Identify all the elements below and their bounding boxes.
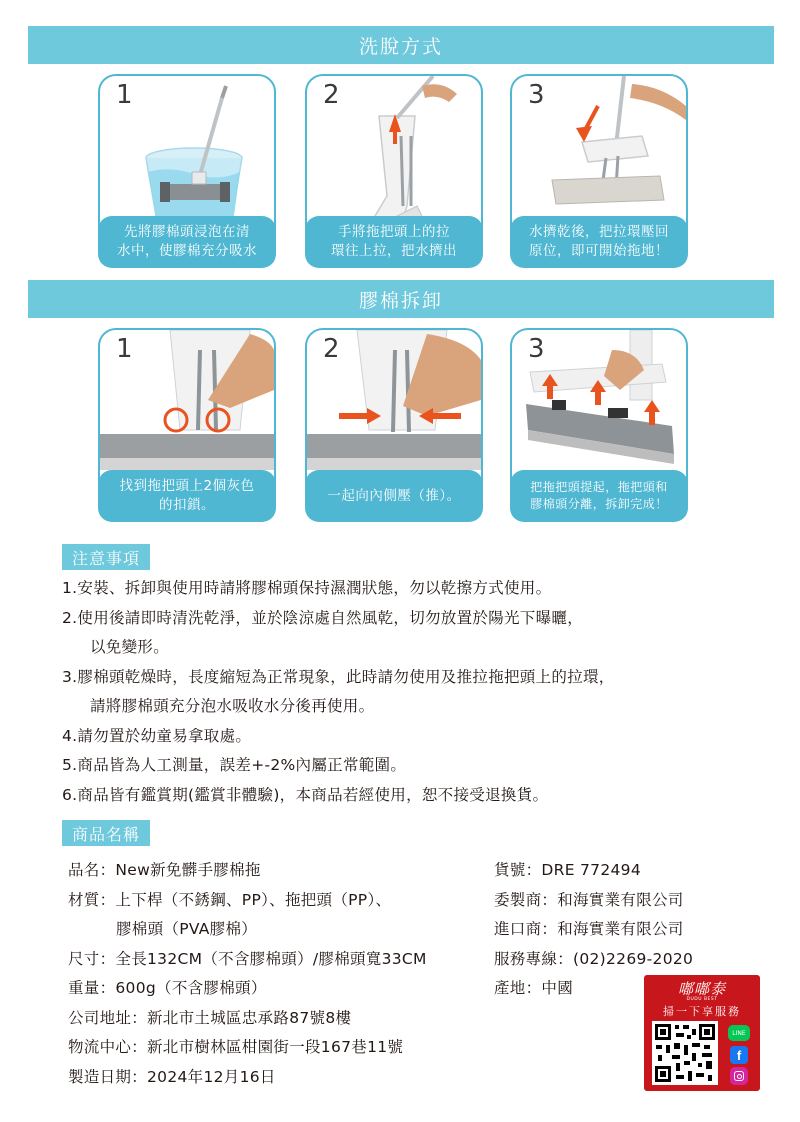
step-number: 3 bbox=[528, 80, 545, 110]
brand-logo-sub: DUDU BEST bbox=[686, 997, 718, 1002]
remove-step-2-caption bbox=[305, 470, 483, 522]
note-item: 5.商品皆為人工測量，誤差+-2%內屬正常範圍。 bbox=[62, 756, 407, 774]
caption-line: 的扣鎖。 bbox=[159, 497, 215, 513]
service-qr-box bbox=[644, 975, 760, 1091]
caption-line: 原位，即可開始拖地！ bbox=[529, 243, 669, 259]
step-number: 1 bbox=[116, 334, 133, 364]
spec-company-address: 公司地址：新北市土城區忠承路87號8樓 bbox=[68, 1008, 352, 1027]
wash-section-title: 洗脫方式 bbox=[28, 26, 774, 64]
caption-line: 一起向內側壓（推）。 bbox=[327, 487, 461, 504]
spec-item-number: 貨號：DRE 772494 bbox=[494, 861, 641, 879]
qr-code[interactable] bbox=[652, 1021, 718, 1085]
spec-name: 品名：New新免髒手膠棉拖 bbox=[68, 861, 261, 879]
spec-size: 尺寸：全長132CM（不含膠棉頭）/膠棉頭寬33CM bbox=[68, 949, 427, 968]
spec-material-continued: 膠棉頭（PVA膠棉） bbox=[116, 920, 258, 938]
product-label: 商品名稱 bbox=[62, 820, 150, 846]
wash-step-2-caption bbox=[305, 216, 483, 268]
note-item: 2.使用後請即時清洗乾淨，並於陰涼處自然風乾，切勿放置於陽光下曝曬， bbox=[62, 608, 583, 627]
scan-label: 掃一下享服務 bbox=[663, 1005, 741, 1018]
spec-origin: 產地：中國 bbox=[494, 979, 574, 997]
caption-line: 把拖把頭提起，拖把頭和 bbox=[530, 480, 668, 494]
brand-logo: 嘟嘟泰 bbox=[677, 980, 726, 998]
spec-service-hotline: 服務專線：(02)2269-2020 bbox=[494, 949, 694, 968]
remove-section-title: 膠棉拆卸 bbox=[28, 280, 774, 318]
note-item: 4.請勿置於幼童易拿取處。 bbox=[62, 726, 252, 745]
spec-logistics-center: 物流中心：新北市樹林區柑園街一段167巷11號 bbox=[68, 1038, 404, 1056]
caption-line: 找到拖把頭上2個灰色 bbox=[119, 478, 255, 494]
spec-material: 材質：上下桿（不銹鋼、PP）、拖把頭（PP）、 bbox=[68, 890, 392, 909]
spec-manufacture-date: 製造日期：2024年12月16日 bbox=[68, 1067, 276, 1086]
note-item: 1.安裝、拆卸與使用時請將膠棉頭保持濕潤狀態，勿以乾擦方式使用。 bbox=[62, 579, 552, 597]
product-specs-left bbox=[68, 856, 427, 1092]
notes-label: 注意事項 bbox=[62, 544, 150, 570]
caption-line: 環往上拉，把水擠出 bbox=[331, 243, 457, 259]
spec-commissioned-by: 委製商：和海實業有限公司 bbox=[494, 890, 684, 909]
spec-weight: 重量：600g（不含膠棉頭） bbox=[68, 979, 267, 997]
wash-step-1-caption bbox=[98, 216, 276, 268]
wash-step-3-caption bbox=[510, 216, 688, 268]
caption-line: 水擠乾後，把拉環壓回 bbox=[529, 224, 669, 240]
remove-step-1-caption bbox=[98, 470, 276, 522]
note-item-continued: 以免變形。 bbox=[90, 638, 170, 656]
step-number: 2 bbox=[323, 334, 340, 364]
caption-line: 水中，使膠棉充分吸水 bbox=[117, 243, 257, 259]
notes-list bbox=[62, 574, 762, 810]
note-item-continued: 請將膠棉頭充分泡水吸收水分後再使用。 bbox=[90, 697, 375, 715]
note-item: 3.膠棉頭乾燥時，長度縮短為正常現象，此時請勿使用及推拉拖把頭上的拉環， bbox=[62, 667, 615, 686]
line-icon[interactable]: LINE bbox=[728, 1025, 750, 1041]
step-number: 3 bbox=[528, 334, 545, 364]
instagram-icon[interactable] bbox=[730, 1067, 748, 1085]
step-number: 1 bbox=[116, 80, 133, 110]
remove-step-3-caption bbox=[510, 470, 688, 522]
step-number: 2 bbox=[323, 80, 340, 110]
caption-line: 手將拖把頭上的拉 bbox=[338, 224, 450, 240]
facebook-icon[interactable]: f bbox=[730, 1046, 748, 1064]
caption-line: 先將膠棉頭浸泡在清 bbox=[124, 224, 250, 240]
caption-line: 膠棉頭分離，拆卸完成！ bbox=[530, 497, 668, 511]
note-item: 6.商品皆有鑑賞期(鑑賞非體驗)，本商品若經使用，恕不接受退換貨。 bbox=[62, 785, 549, 804]
spec-importer: 進口商：和海實業有限公司 bbox=[494, 920, 684, 938]
